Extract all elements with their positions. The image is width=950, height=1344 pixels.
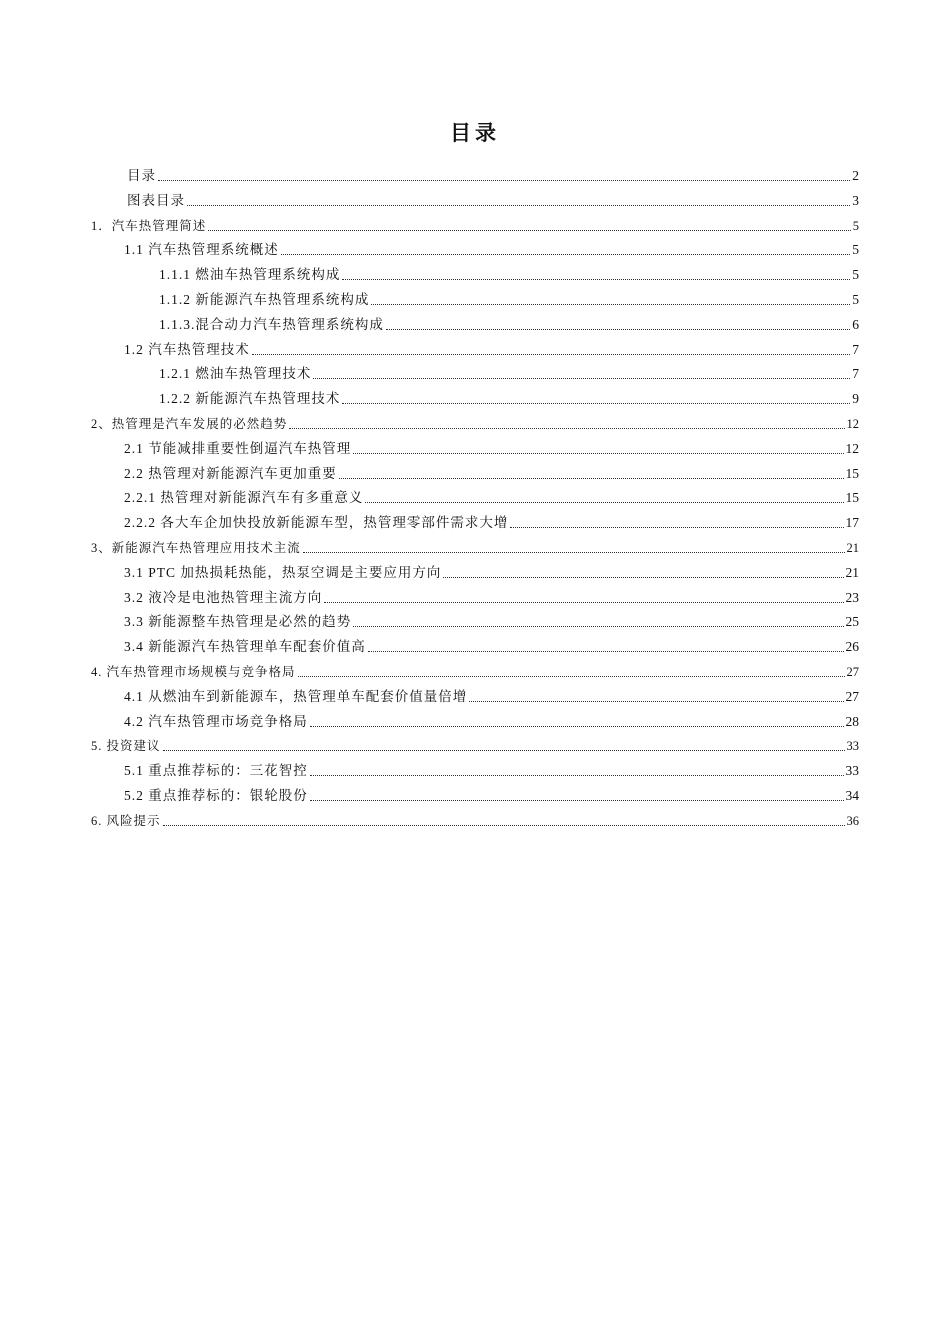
- toc-entry[interactable]: [124, 482, 859, 506]
- toc-entry[interactable]: [124, 631, 859, 655]
- toc-entry-label: 3.1 PTC 加热损耗热能，热泵空调是主要应用方向: [124, 565, 442, 580]
- toc-entry-page-number: 6: [852, 317, 859, 332]
- toc-entry[interactable]: [124, 507, 859, 531]
- toc-entry-label: 图表目录: [127, 193, 185, 208]
- toc-entry-page-number: 34: [845, 788, 859, 803]
- toc-entry-label: 1.1.2 新能源汽车热管理系统构成: [159, 292, 370, 307]
- toc-entry-label: 2、热管理是汽车发展的必然趋势: [91, 417, 288, 431]
- toc-dot-leader: [469, 700, 843, 702]
- toc-dot-leader: [303, 551, 845, 553]
- toc-dot-leader: [339, 477, 844, 479]
- toc-entry-page-number: 25: [845, 614, 859, 629]
- toc-entry-page-number: 12: [845, 441, 859, 456]
- toc-entry-page-number: 23: [845, 590, 859, 605]
- toc-entry[interactable]: [159, 284, 859, 308]
- toc-entry[interactable]: [91, 408, 859, 432]
- toc-dot-leader: [310, 774, 844, 776]
- toc-dot-leader: [298, 675, 845, 677]
- toc-dot-leader: [281, 253, 851, 255]
- toc-entry[interactable]: [124, 334, 859, 358]
- toc-entry[interactable]: [159, 383, 859, 407]
- toc-entry-label: 2.1 节能减排重要性倒逼汽车热管理: [124, 441, 352, 456]
- toc-entry-page-number: 15: [845, 490, 859, 505]
- toc-entry-label: 1.1.1 燃油车热管理系统构成: [159, 267, 341, 282]
- toc-dot-leader: [252, 353, 851, 355]
- toc-entry[interactable]: [124, 582, 859, 606]
- toc-entry[interactable]: [124, 557, 859, 581]
- toc-entry-page-number: 36: [846, 814, 859, 828]
- toc-entry[interactable]: [159, 309, 859, 333]
- toc-entry[interactable]: [91, 656, 859, 680]
- toc-entry[interactable]: [124, 458, 859, 482]
- toc-dot-leader: [371, 303, 850, 305]
- toc-entry[interactable]: [124, 606, 859, 630]
- toc-dot-leader: [187, 204, 850, 206]
- toc-entry-label: 5.2 重点推荐标的：银轮股份: [124, 788, 308, 803]
- toc-entry-label: 1.2 汽车热管理技术: [124, 342, 250, 357]
- toc-entry-page-number: 5: [852, 219, 859, 233]
- toc-entry[interactable]: [127, 185, 859, 209]
- toc-entry-page-number: 5: [852, 242, 859, 257]
- toc-entry[interactable]: [124, 780, 859, 804]
- toc-entry-page-number: 28: [845, 714, 859, 729]
- toc-entry[interactable]: [159, 358, 859, 382]
- toc-entry-label: 1.2.1 燃油车热管理技术: [159, 366, 312, 381]
- toc-entry[interactable]: [124, 433, 859, 457]
- toc-entry-page-number: 5: [852, 292, 859, 307]
- toc-entry-page-number: 27: [845, 689, 859, 704]
- toc-dot-leader: [163, 749, 845, 751]
- toc-dot-leader: [324, 601, 843, 603]
- toc-entry[interactable]: [124, 234, 859, 258]
- toc-entry[interactable]: [124, 681, 859, 705]
- toc-entry-page-number: 33: [845, 763, 859, 778]
- toc-dot-leader: [353, 625, 843, 627]
- toc-entry-label: 1.1.3.混合动力汽车热管理系统构成: [159, 317, 384, 332]
- toc-entry[interactable]: [91, 210, 859, 234]
- toc-entry-label: 1.1 汽车热管理系统概述: [124, 242, 279, 257]
- page-title: 目录: [450, 121, 500, 145]
- toc-entry[interactable]: [127, 160, 859, 184]
- toc-entry-page-number: 26: [845, 639, 859, 654]
- toc-entry[interactable]: [159, 259, 859, 283]
- toc-entry-page-number: 21: [846, 541, 859, 555]
- toc-entry-label: 2.2.2 各大车企加快投放新能源车型，热管理零部件需求大增: [124, 515, 509, 530]
- toc-entry-label: 2.2 热管理对新能源汽车更加重要: [124, 466, 337, 481]
- toc-entry-page-number: 17: [845, 515, 859, 530]
- toc-entry-page-number: 33: [846, 739, 859, 753]
- toc-entry-label: 目录: [127, 168, 156, 183]
- toc-entry-label: 6. 风险提示: [91, 814, 161, 828]
- toc-entry-label: 1．汽车热管理简述: [91, 219, 207, 233]
- toc-dot-leader: [163, 824, 845, 826]
- toc-dot-leader: [510, 526, 843, 528]
- toc-entry-label: 4.1 从燃油车到新能源车，热管理单车配套价值量倍增: [124, 689, 468, 704]
- toc-entry-page-number: 5: [852, 267, 859, 282]
- toc-dot-leader: [353, 452, 843, 454]
- toc-entry-page-number: 7: [852, 366, 859, 381]
- toc-entry-label: 3.3 新能源整车热管理是必然的趋势: [124, 614, 352, 629]
- toc-entry[interactable]: [91, 532, 859, 556]
- toc-entry-label: 5.1 重点推荐标的：三花智控: [124, 763, 308, 778]
- toc-entry-page-number: 9: [852, 391, 859, 406]
- toc-dot-leader: [310, 799, 844, 801]
- toc-entry-page-number: 21: [845, 565, 859, 580]
- toc-entry[interactable]: [124, 755, 859, 779]
- toc-entry-page-number: 15: [845, 466, 859, 481]
- toc-dot-leader: [158, 179, 850, 181]
- toc-dot-leader: [342, 278, 850, 280]
- toc-entry[interactable]: [91, 805, 859, 829]
- toc-entry-page-number: 12: [846, 417, 859, 431]
- toc-entry-label: 3.4 新能源汽车热管理单车配套价值高: [124, 639, 366, 654]
- toc-dot-leader: [313, 377, 850, 379]
- toc-entry[interactable]: [91, 730, 859, 754]
- toc-dot-leader: [443, 576, 843, 578]
- toc-entry-page-number: 27: [846, 665, 859, 679]
- toc-entry-label: 3、新能源汽车热管理应用技术主流: [91, 541, 301, 555]
- toc-dot-leader: [342, 402, 850, 404]
- toc-entry-label: 5. 投资建议: [91, 739, 161, 753]
- toc-entry-label: 2.2.1 热管理对新能源汽车有多重意义: [124, 490, 364, 505]
- toc-dot-leader: [289, 427, 844, 429]
- toc-entry-page-number: 2: [852, 168, 859, 183]
- toc-entry-label: 4. 汽车热管理市场规模与竞争格局: [91, 665, 296, 679]
- toc-entry-page-number: 7: [852, 342, 859, 357]
- toc-entry-label: 3.2 液冷是电池热管理主流方向: [124, 590, 323, 605]
- toc-entry-label: 1.2.2 新能源汽车热管理技术: [159, 391, 341, 406]
- toc-entry-label: 4.2 汽车热管理市场竞争格局: [124, 714, 308, 729]
- toc-entry-page-number: 3: [852, 193, 859, 208]
- toc-dot-leader: [386, 328, 850, 330]
- toc-dot-leader: [208, 229, 850, 231]
- toc-entry[interactable]: [124, 706, 859, 730]
- toc-dot-leader: [365, 501, 843, 503]
- toc-dot-leader: [310, 725, 844, 727]
- toc-dot-leader: [368, 650, 844, 652]
